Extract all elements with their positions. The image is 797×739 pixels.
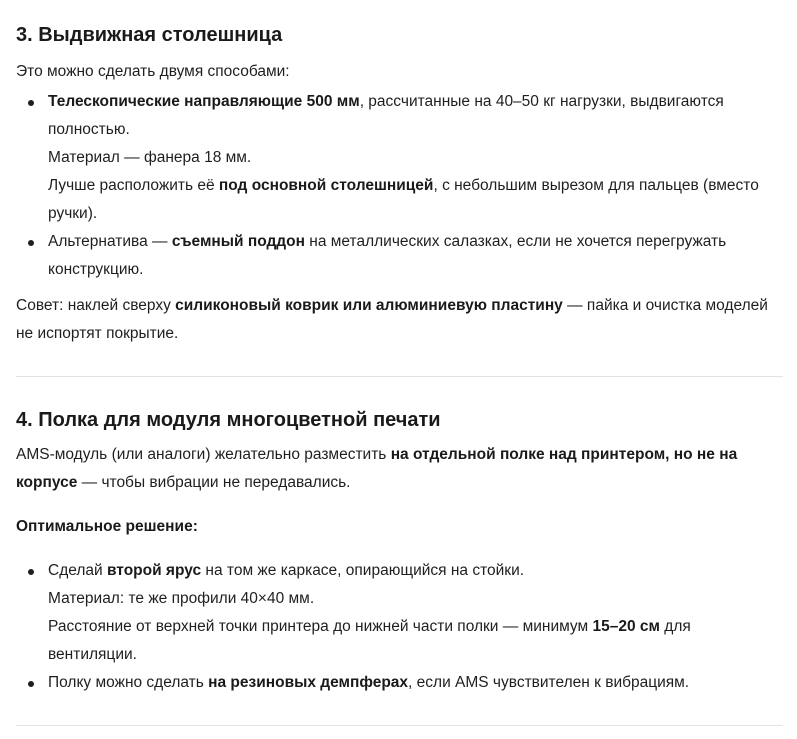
optimal-solution-label [16, 513, 783, 541]
bold-text: силиконовый коврик или алюминиевую пластину [175, 297, 563, 314]
body-text: Расстояние от верхней точки принтера до нижней части полки — минимум [48, 618, 593, 635]
body-text: , рассчитанные на 40–50 кг нагрузки, выдвигаются полностью. [48, 93, 724, 138]
body-text: для вентиляции. [48, 618, 691, 663]
section-intro [16, 441, 783, 497]
body-text: Сделай [48, 562, 107, 579]
body-text: — пайка и очистка моделей не испортят покрытие. [16, 297, 768, 342]
bold-text: 15–20 см [592, 618, 660, 635]
body-text: Материал — фанера 18 мм. [48, 149, 252, 166]
solution-list [16, 557, 783, 697]
list-item [16, 669, 783, 697]
body-text: Совет: наклей сверху [16, 297, 176, 314]
body-text: , с небольшим вырезом для пальцев (вместо ручки). [48, 177, 759, 222]
bold-text: второй ярус [106, 562, 202, 579]
bold-text: съемный поддон [171, 233, 305, 250]
bold-text: Оптимальное решение: [16, 518, 198, 535]
body-text: , если AMS чувствителен к вибрациям. [408, 674, 690, 691]
body-text: Материал: те же профили 40×40 мм. [48, 590, 315, 607]
list-item [16, 88, 783, 228]
section-divider [16, 725, 783, 726]
bold-text: на отдельной полке над принтером, но не на корпусе [16, 446, 738, 491]
list-item [16, 228, 783, 284]
body-text: Лучше расположить её [48, 177, 219, 194]
section-intro: Это можно сделать двумя способами: [16, 63, 290, 80]
section-heading-drawer-desk: 3. Выдвижная столешница [16, 24, 283, 46]
body-text: AMS-модуль (или аналоги) желательно разместить [16, 446, 391, 463]
bold-text: Телескопические направляющие 500 мм [48, 93, 360, 110]
section-heading-ams-shelf: 4. Полка для модуля многоцветной печати [16, 409, 441, 431]
body-text: на том же каркасе, опирающийся на стойки. [201, 562, 525, 579]
body-text: — чтобы вибрации не передавались. [77, 474, 351, 491]
bold-text: под основной столешницей [218, 177, 434, 194]
body-text: на металлических салазках, если не хочется перегружать конструкцию. [48, 233, 727, 278]
bold-text: на резиновых демпферах [208, 674, 409, 691]
list-item [16, 557, 783, 669]
body-text: Альтернатива — [48, 233, 172, 250]
tip-paragraph [16, 292, 783, 348]
section-divider [16, 376, 783, 377]
body-text: Полку можно сделать [48, 674, 209, 691]
options-list [16, 88, 783, 284]
